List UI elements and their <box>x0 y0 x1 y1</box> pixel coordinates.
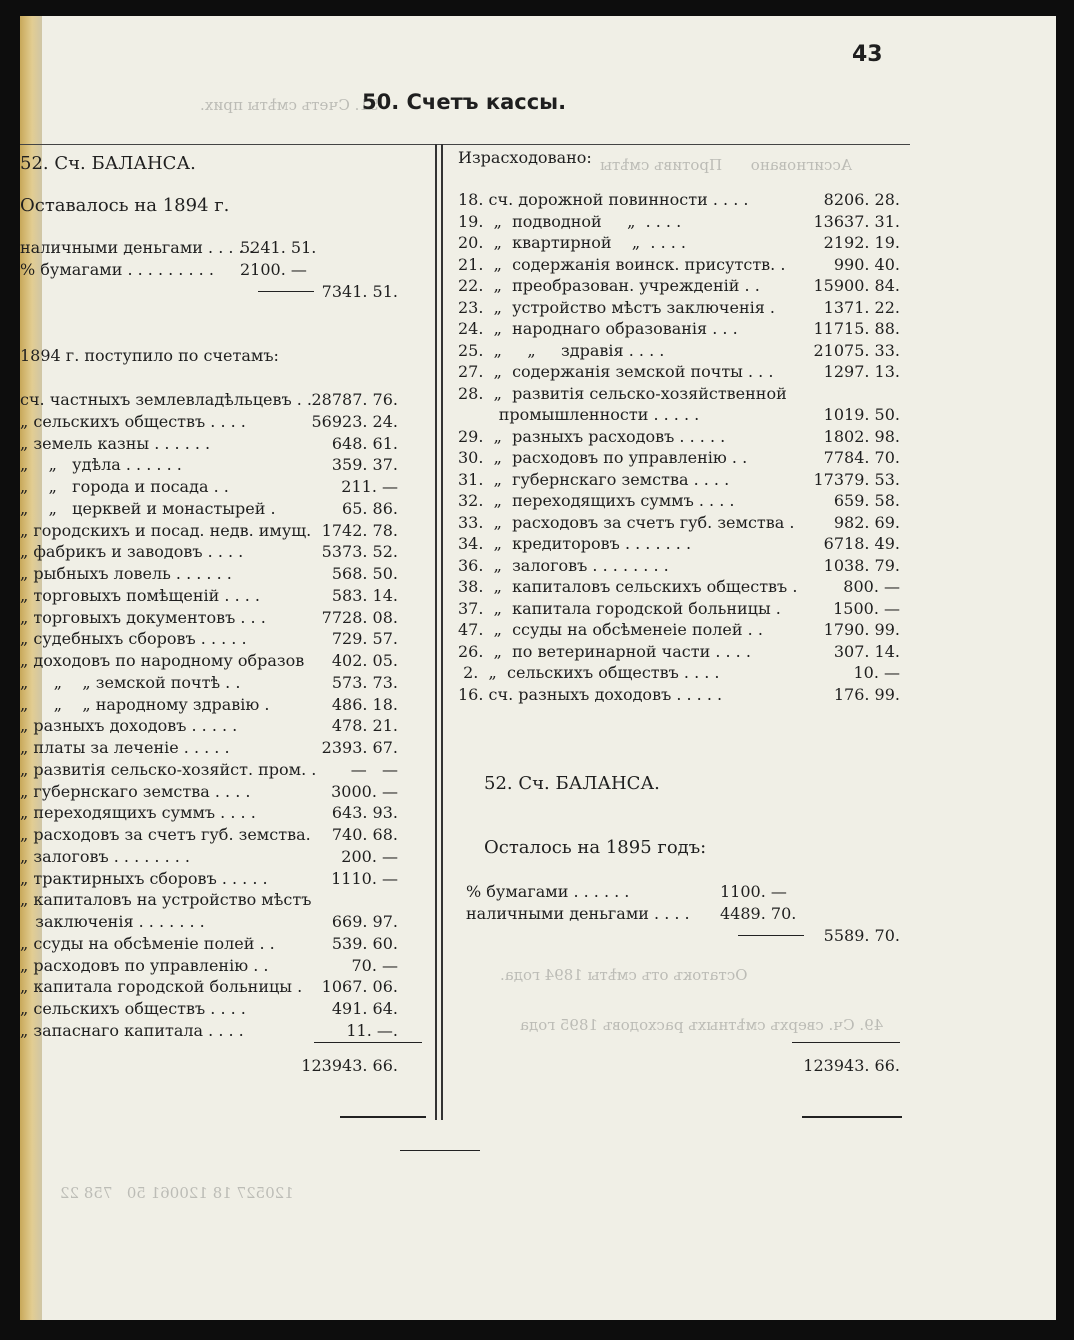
right-cash-value: 4489. 70. <box>720 904 797 923</box>
account-row-label: 21. „ содержанія воинск. присутств. . <box>458 254 786 274</box>
account-row-amount: 643. 93. <box>331 803 398 823</box>
account-row-amount: 10. — <box>853 663 900 682</box>
account-row-label: 47. „ ссуды на обсѣменеіе полей . . <box>458 620 763 639</box>
account-row-label: „ земель казны . . . . . . <box>20 433 211 453</box>
account-row-label: 22. „ преобразован. учрежденій . . <box>458 276 760 295</box>
account-row-label: „ „ „ народному здравію . <box>20 694 270 714</box>
account-row-amount: 982. 69. <box>833 512 900 532</box>
account-row-label: „ разныхъ доходовъ . . . . . <box>20 716 238 736</box>
left-securities-label: % бумагами . . . . . . . . . <box>20 260 214 279</box>
account-row-amount: 21075. 33. <box>813 340 900 360</box>
account-row-label: 16. сч. разныхъ доходовъ . . . . . <box>458 684 723 704</box>
column-divider <box>435 144 437 1120</box>
right-spent-header: Израсходовано: <box>458 148 592 167</box>
account-row-label: 33. „ расходовъ за счетъ губ. земства . <box>458 512 795 532</box>
account-row-label: „ сельскихъ обществъ . . . . <box>20 999 246 1018</box>
account-row-label: „ доходовъ по народному образов <box>20 651 305 670</box>
account-row-label: „ торговыхъ документовъ . . . <box>20 607 266 627</box>
rule <box>258 291 314 292</box>
account-row-label: „ расходовъ за счетъ губ. земства. <box>20 825 311 844</box>
account-row-amount: 486. 18. <box>331 694 398 714</box>
account-row-label: „ рыбныхъ ловель . . . . . . <box>20 564 232 583</box>
account-row-amount: 539. 60. <box>331 933 398 953</box>
account-row-amount: 1067. 06. <box>321 977 398 997</box>
account-row-label: 24. „ народнаго образованія . . . <box>458 319 738 338</box>
account-row-amount: 176. 99. <box>833 684 900 704</box>
account-row-amount: 8206. 28. <box>823 190 900 209</box>
account-row-amount: 200. — <box>341 846 398 866</box>
left-cash-value: 5241. 51. <box>240 238 317 257</box>
left-securities-value: 2100. — <box>240 260 307 279</box>
right-cash-label: наличными деньгами . . . . <box>466 904 690 923</box>
account-row-amount: 729. 57. <box>331 629 398 649</box>
account-row-label: „ залоговъ . . . . . . . . <box>20 846 191 866</box>
account-row-label: 32. „ переходящихъ суммъ . . . . <box>458 491 735 510</box>
account-row-amount: 402. 05. <box>331 651 398 670</box>
account-row-label: „ „ города и посада . . <box>20 477 229 496</box>
account-row-label: 20. „ квартирной „ . . . . <box>458 233 686 252</box>
closing-rule <box>802 1116 902 1118</box>
right-balance-header: 52. Сч. БАЛАНСА. <box>484 773 660 794</box>
account-row-label: „ „ „ земской почтѣ . . <box>20 672 241 692</box>
account-row-label: сч. частныхъ землевладѣльцевъ . . <box>20 390 312 409</box>
show-through: 120527 18 120061 50 758 22 <box>60 1184 294 1202</box>
account-row-amount: 359. 37. <box>331 455 398 475</box>
account-row-amount: 659. 58. <box>833 491 900 510</box>
account-row-label: „ судебныхъ сборовъ . . . . . <box>20 629 247 649</box>
account-row-label: 28. „ развитія сельско-хозяйственной <box>458 383 787 403</box>
account-row-label: 18. сч. дорожной повинности . . . . <box>458 190 749 209</box>
right-closing-total: 5589. 70. <box>823 926 900 945</box>
account-row-amount: 1790. 99. <box>823 620 900 639</box>
account-row-amount: 13637. 31. <box>813 211 900 231</box>
account-row-amount: 65. 86. <box>342 498 398 518</box>
account-row-amount: 740. 68. <box>331 825 398 844</box>
account-row-amount: 3000. — <box>331 781 398 801</box>
account-row-label: 29. „ разныхъ расходовъ . . . . . <box>458 426 726 446</box>
show-through: Ассигновано Противъ смѣты <box>600 156 853 174</box>
account-row-label: „ переходящихъ суммъ . . . . <box>20 803 256 823</box>
account-row-label: 37. „ капитала городской больницы . <box>458 598 781 618</box>
account-row-amount: 1742. 78. <box>321 520 398 540</box>
account-row-amount: 211. — <box>341 477 398 496</box>
account-row-label: „ расходовъ по управленію . . <box>20 955 269 975</box>
right-securities-label: % бумагами . . . . . . <box>466 882 630 901</box>
account-row-amount: 990. 40. <box>833 254 900 274</box>
left-cash-label: наличными деньгами . . . . . <box>20 238 254 257</box>
account-row-amount: 800. — <box>843 577 900 596</box>
account-row-label: промышленности . . . . . <box>458 405 700 424</box>
rule <box>738 935 804 936</box>
account-row-label: 27. „ содержанія земской почты . . . <box>458 362 774 381</box>
account-row-amount: 70. — <box>351 955 398 975</box>
account-row-amount: 648. 61. <box>331 433 398 453</box>
account-row-amount: 307. 14. <box>833 641 900 661</box>
left-opening-total: 7341. 51. <box>321 282 398 301</box>
account-row-amount: 478. 21. <box>331 716 398 736</box>
account-row-amount: 2393. 67. <box>321 738 398 757</box>
account-row-label: „ городскихъ и посад. недв. имущ. <box>20 520 312 540</box>
right-securities-value: 1100. — <box>720 882 787 901</box>
show-through: 51. Счетъ смѣты прих. <box>200 96 379 114</box>
account-row-amount: 669. 97. <box>331 912 398 931</box>
account-row-amount: 491. 64. <box>331 999 398 1018</box>
footer-rule <box>400 1150 480 1151</box>
account-row-amount: 1802. 98. <box>823 426 900 446</box>
account-row-label: „ губернскаго земства . . . . <box>20 781 251 801</box>
account-row-label: 30. „ расходовъ по управленію . . <box>458 448 748 467</box>
account-row-amount: 573. 73. <box>331 672 398 692</box>
show-through: Остатокъ отъ смѣты 1894 года. <box>500 966 748 984</box>
left-total: 123943. 66. <box>301 1056 398 1075</box>
account-row-label: „ запаснаго капитала . . . . <box>20 1020 244 1040</box>
account-row-label: „ платы за леченіе . . . . . <box>20 738 230 757</box>
account-row-label: 19. „ подводной „ . . . . <box>458 211 682 231</box>
show-through: 49. Сч. сверхъ смѣтныхъ расходовъ 1895 года <box>520 1016 884 1034</box>
account-row-amount: 1297. 13. <box>823 362 900 381</box>
account-row-label: 26. „ по ветеринарной части . . . . <box>458 641 751 661</box>
account-row-label: „ трактирныхъ сборовъ . . . . . <box>20 868 268 888</box>
account-row-amount: 2192. 19. <box>823 233 900 252</box>
account-row-label: „ сельскихъ обществъ . . . . <box>20 411 246 431</box>
account-row-label: „ торговыхъ помѣщеній . . . . <box>20 585 261 605</box>
account-row-label: 34. „ кредиторовъ . . . . . . . <box>458 534 692 553</box>
account-row-label: „ капиталовъ на устройство мѣстъ <box>20 890 312 910</box>
column-divider <box>441 144 443 1120</box>
account-row-label: 36. „ залоговъ . . . . . . . . <box>458 555 669 575</box>
account-row-label: „ ссуды на обсѣменіе полей . . <box>20 933 275 953</box>
total-rule <box>314 1042 422 1043</box>
closing-rule <box>340 1116 426 1118</box>
left-received-header: 1894 г. поступило по счетамъ: <box>20 346 279 365</box>
account-row-label: 31. „ губернскаго земства . . . . <box>458 469 730 489</box>
account-row-amount: 1038. 79. <box>823 555 900 575</box>
account-row-amount: 1500. — <box>833 598 900 618</box>
account-row-amount: 56923. 24. <box>311 411 398 431</box>
left-balance-header: 52. Сч. БАЛАНСА. <box>20 153 196 174</box>
account-row-label: 25. „ „ здравія . . . . <box>458 340 665 360</box>
account-row-amount: 17379. 53. <box>813 469 900 489</box>
account-row-label: 2. „ сельскихъ обществъ . . . . <box>458 663 720 682</box>
account-row-amount: 7728. 08. <box>321 607 398 627</box>
account-row-amount: 1110. — <box>331 868 398 888</box>
account-row-amount: 5373. 52. <box>321 542 398 562</box>
header-rule <box>20 144 910 145</box>
account-row-label: „ „ церквей и монастырей . <box>20 498 276 518</box>
account-row-amount: 1371. 22. <box>823 297 900 317</box>
account-row-amount: 583. 14. <box>331 585 398 605</box>
total-rule <box>792 1042 900 1043</box>
account-row-label: заключенія . . . . . . . <box>20 912 205 931</box>
account-row-amount: 28787. 76. <box>311 390 398 409</box>
account-row-amount: 6718. 49. <box>823 534 900 553</box>
left-remained-label: Оставалось на 1894 г. <box>20 195 230 216</box>
account-row-amount: 7784. 70. <box>823 448 900 467</box>
right-remained-label: Осталось на 1895 годъ: <box>484 837 707 858</box>
account-row-label: 38. „ капиталовъ сельскихъ обществъ . <box>458 577 798 596</box>
right-total: 123943. 66. <box>803 1056 900 1075</box>
account-row-label: 23. „ устройство мѣстъ заключенія . <box>458 297 776 317</box>
account-row-label: „ „ удѣла . . . . . . <box>20 455 182 475</box>
account-row-amount: — — <box>350 759 398 779</box>
account-row-amount: 11. —. <box>346 1020 398 1040</box>
account-title: 50. Счетъ кассы. <box>362 90 567 114</box>
account-row-label: „ фабрикъ и заводовъ . . . . <box>20 542 244 562</box>
account-row-amount: 568. 50. <box>331 564 398 583</box>
account-row-label: „ развитія сельско-хозяйст. пром. . <box>20 759 317 779</box>
account-row-label: „ капитала городской больницы . <box>20 977 303 997</box>
account-row-amount: 11715. 88. <box>813 319 900 338</box>
account-row-amount: 15900. 84. <box>813 276 900 295</box>
account-row-amount: 1019. 50. <box>823 405 900 424</box>
page-number: 43 <box>852 42 883 67</box>
ledger-page <box>20 16 1056 1320</box>
